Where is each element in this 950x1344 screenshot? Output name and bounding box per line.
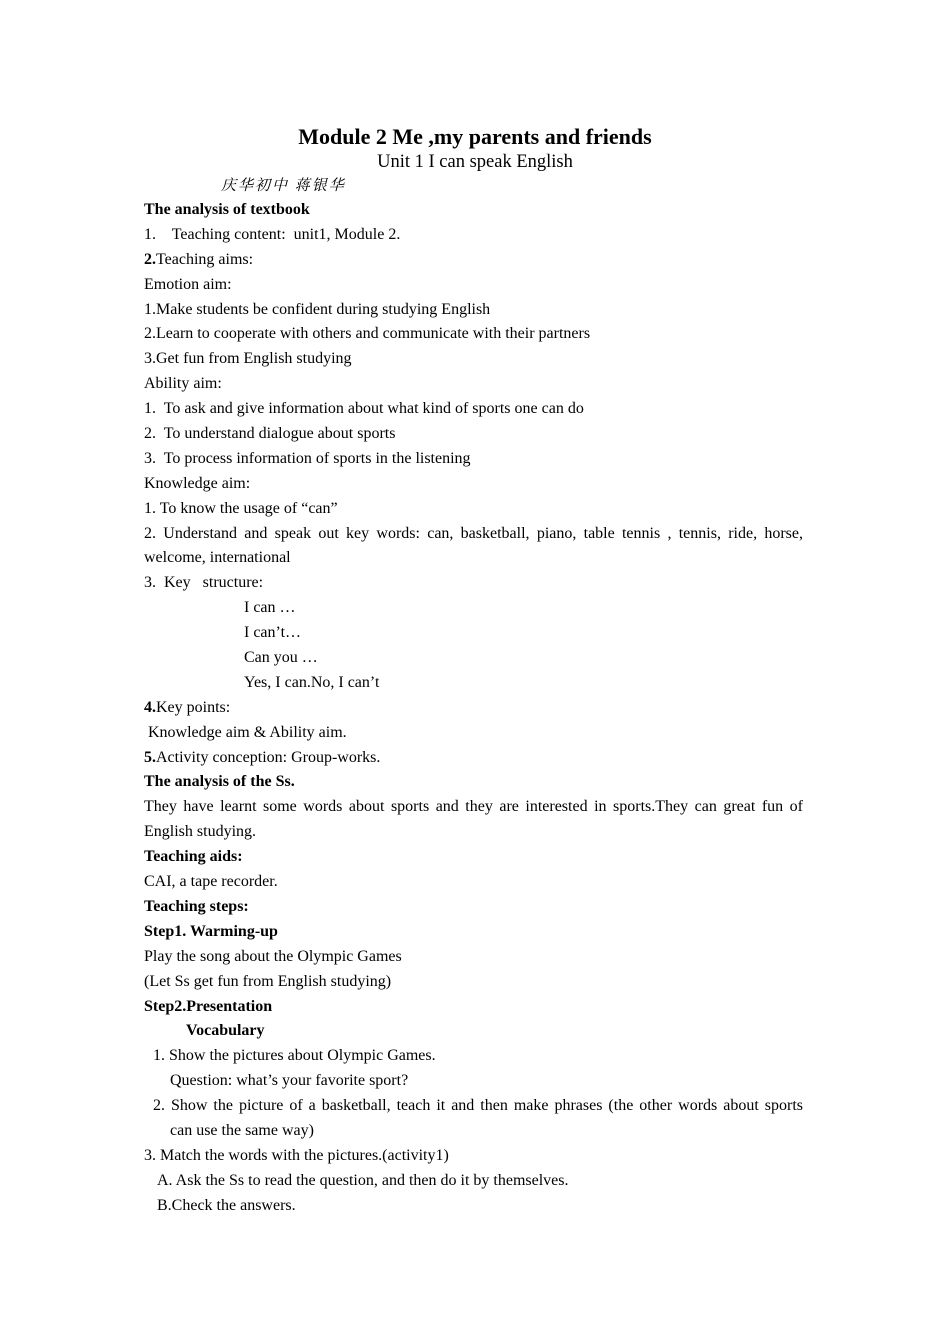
vocabulary-item-continued: can use the same way) xyxy=(170,1121,314,1139)
vocabulary-item: 1. Show the pictures about Olympic Games. xyxy=(153,1047,436,1065)
knowledge-aim-item: 2. Understand and speak out key words: can, basketball, piano, table tennis , tennis, ride, horse, xyxy=(144,524,803,542)
step1-text: (Let Ss get fun from English studying) xyxy=(144,972,392,990)
ability-aim-item: 2. To understand dialogue about sports xyxy=(144,425,396,443)
section-heading-textbook-analysis: The analysis of textbook xyxy=(144,201,310,218)
activity-conception-text: Activity conception: Group-works. xyxy=(156,748,381,766)
list-number: 2. xyxy=(144,250,156,268)
ability-aim-item: 1. To ask and give information about what kind of sports one can do xyxy=(144,400,584,418)
document-subtitle: Unit 1 I can speak English xyxy=(377,152,573,172)
knowledge-aim-item-continued: welcome, international xyxy=(144,549,291,567)
emotion-aim-item: 2.Learn to cooperate with others and communicate with their partners xyxy=(144,325,591,343)
step1-text: Play the song about the Olympic Games xyxy=(144,947,402,965)
document-body xyxy=(144,198,803,1219)
key-structure: I can … xyxy=(244,599,296,617)
ss-analysis-text-continued: English studying. xyxy=(144,823,257,841)
vocabulary-subitem: B.Check the answers. xyxy=(157,1196,296,1214)
key-structure: Yes, I can.No, I can’t xyxy=(244,673,380,691)
key-points-line xyxy=(144,696,803,721)
section-heading-teaching-steps: Teaching steps: xyxy=(144,897,249,915)
emotion-aim-item: 3.Get fun from English studying xyxy=(144,350,352,368)
teaching-aims-line xyxy=(144,248,803,273)
document-title: Module 2 Me ,my parents and friends xyxy=(298,124,652,149)
ability-aim-item: 3. To process information of sports in the listening xyxy=(144,449,471,467)
vocabulary-question: Question: what’s your favorite sport? xyxy=(170,1072,409,1090)
vocabulary-item: 2. Show the picture of a basketball, teach it and then make phrases (the other words about sports xyxy=(153,1097,803,1115)
author-line: 庆华初中 蒋银华 xyxy=(221,178,346,194)
vocabulary-heading: Vocabulary xyxy=(186,1022,265,1040)
ability-aim-heading: Ability aim: xyxy=(144,375,222,393)
ss-analysis-text: They have learnt some words about sports and they are interested in sports.They can great fun of xyxy=(144,798,803,816)
key-points-value: Knowledge aim & Ability aim. xyxy=(148,723,347,741)
teaching-aims-label: Teaching aims: xyxy=(156,250,254,268)
section-heading-ss-analysis: The analysis of the Ss. xyxy=(144,773,295,791)
key-structure: I can’t… xyxy=(244,624,302,642)
step2-heading: Step2.Presentation xyxy=(144,997,273,1015)
step1-heading: Step1. Warming-up xyxy=(144,922,278,940)
section-heading-teaching-aids: Teaching aids: xyxy=(144,848,243,866)
teaching-content-line: 1. Teaching content: unit1, Module 2. xyxy=(144,225,401,243)
key-points-label: Key points: xyxy=(156,698,231,716)
emotion-aim-item: 1.Make students be confident during studying English xyxy=(144,300,491,318)
vocabulary-item: 3. Match the words with the pictures.(activity1) xyxy=(144,1146,449,1164)
list-number: 5. xyxy=(144,748,156,766)
activity-conception-line xyxy=(144,746,803,771)
key-structure: Can you … xyxy=(244,649,318,667)
knowledge-aim-item: 3. Key structure: xyxy=(144,574,264,592)
emotion-aim-heading: Emotion aim: xyxy=(144,275,232,293)
vocabulary-subitem: A. Ask the Ss to read the question, and then do it by themselves. xyxy=(157,1171,569,1189)
teaching-aids-text: CAI, a tape recorder. xyxy=(144,873,278,891)
knowledge-aim-item: 1. To know the usage of “can” xyxy=(144,499,338,517)
list-number: 4. xyxy=(144,698,156,716)
knowledge-aim-heading: Knowledge aim: xyxy=(144,474,251,492)
